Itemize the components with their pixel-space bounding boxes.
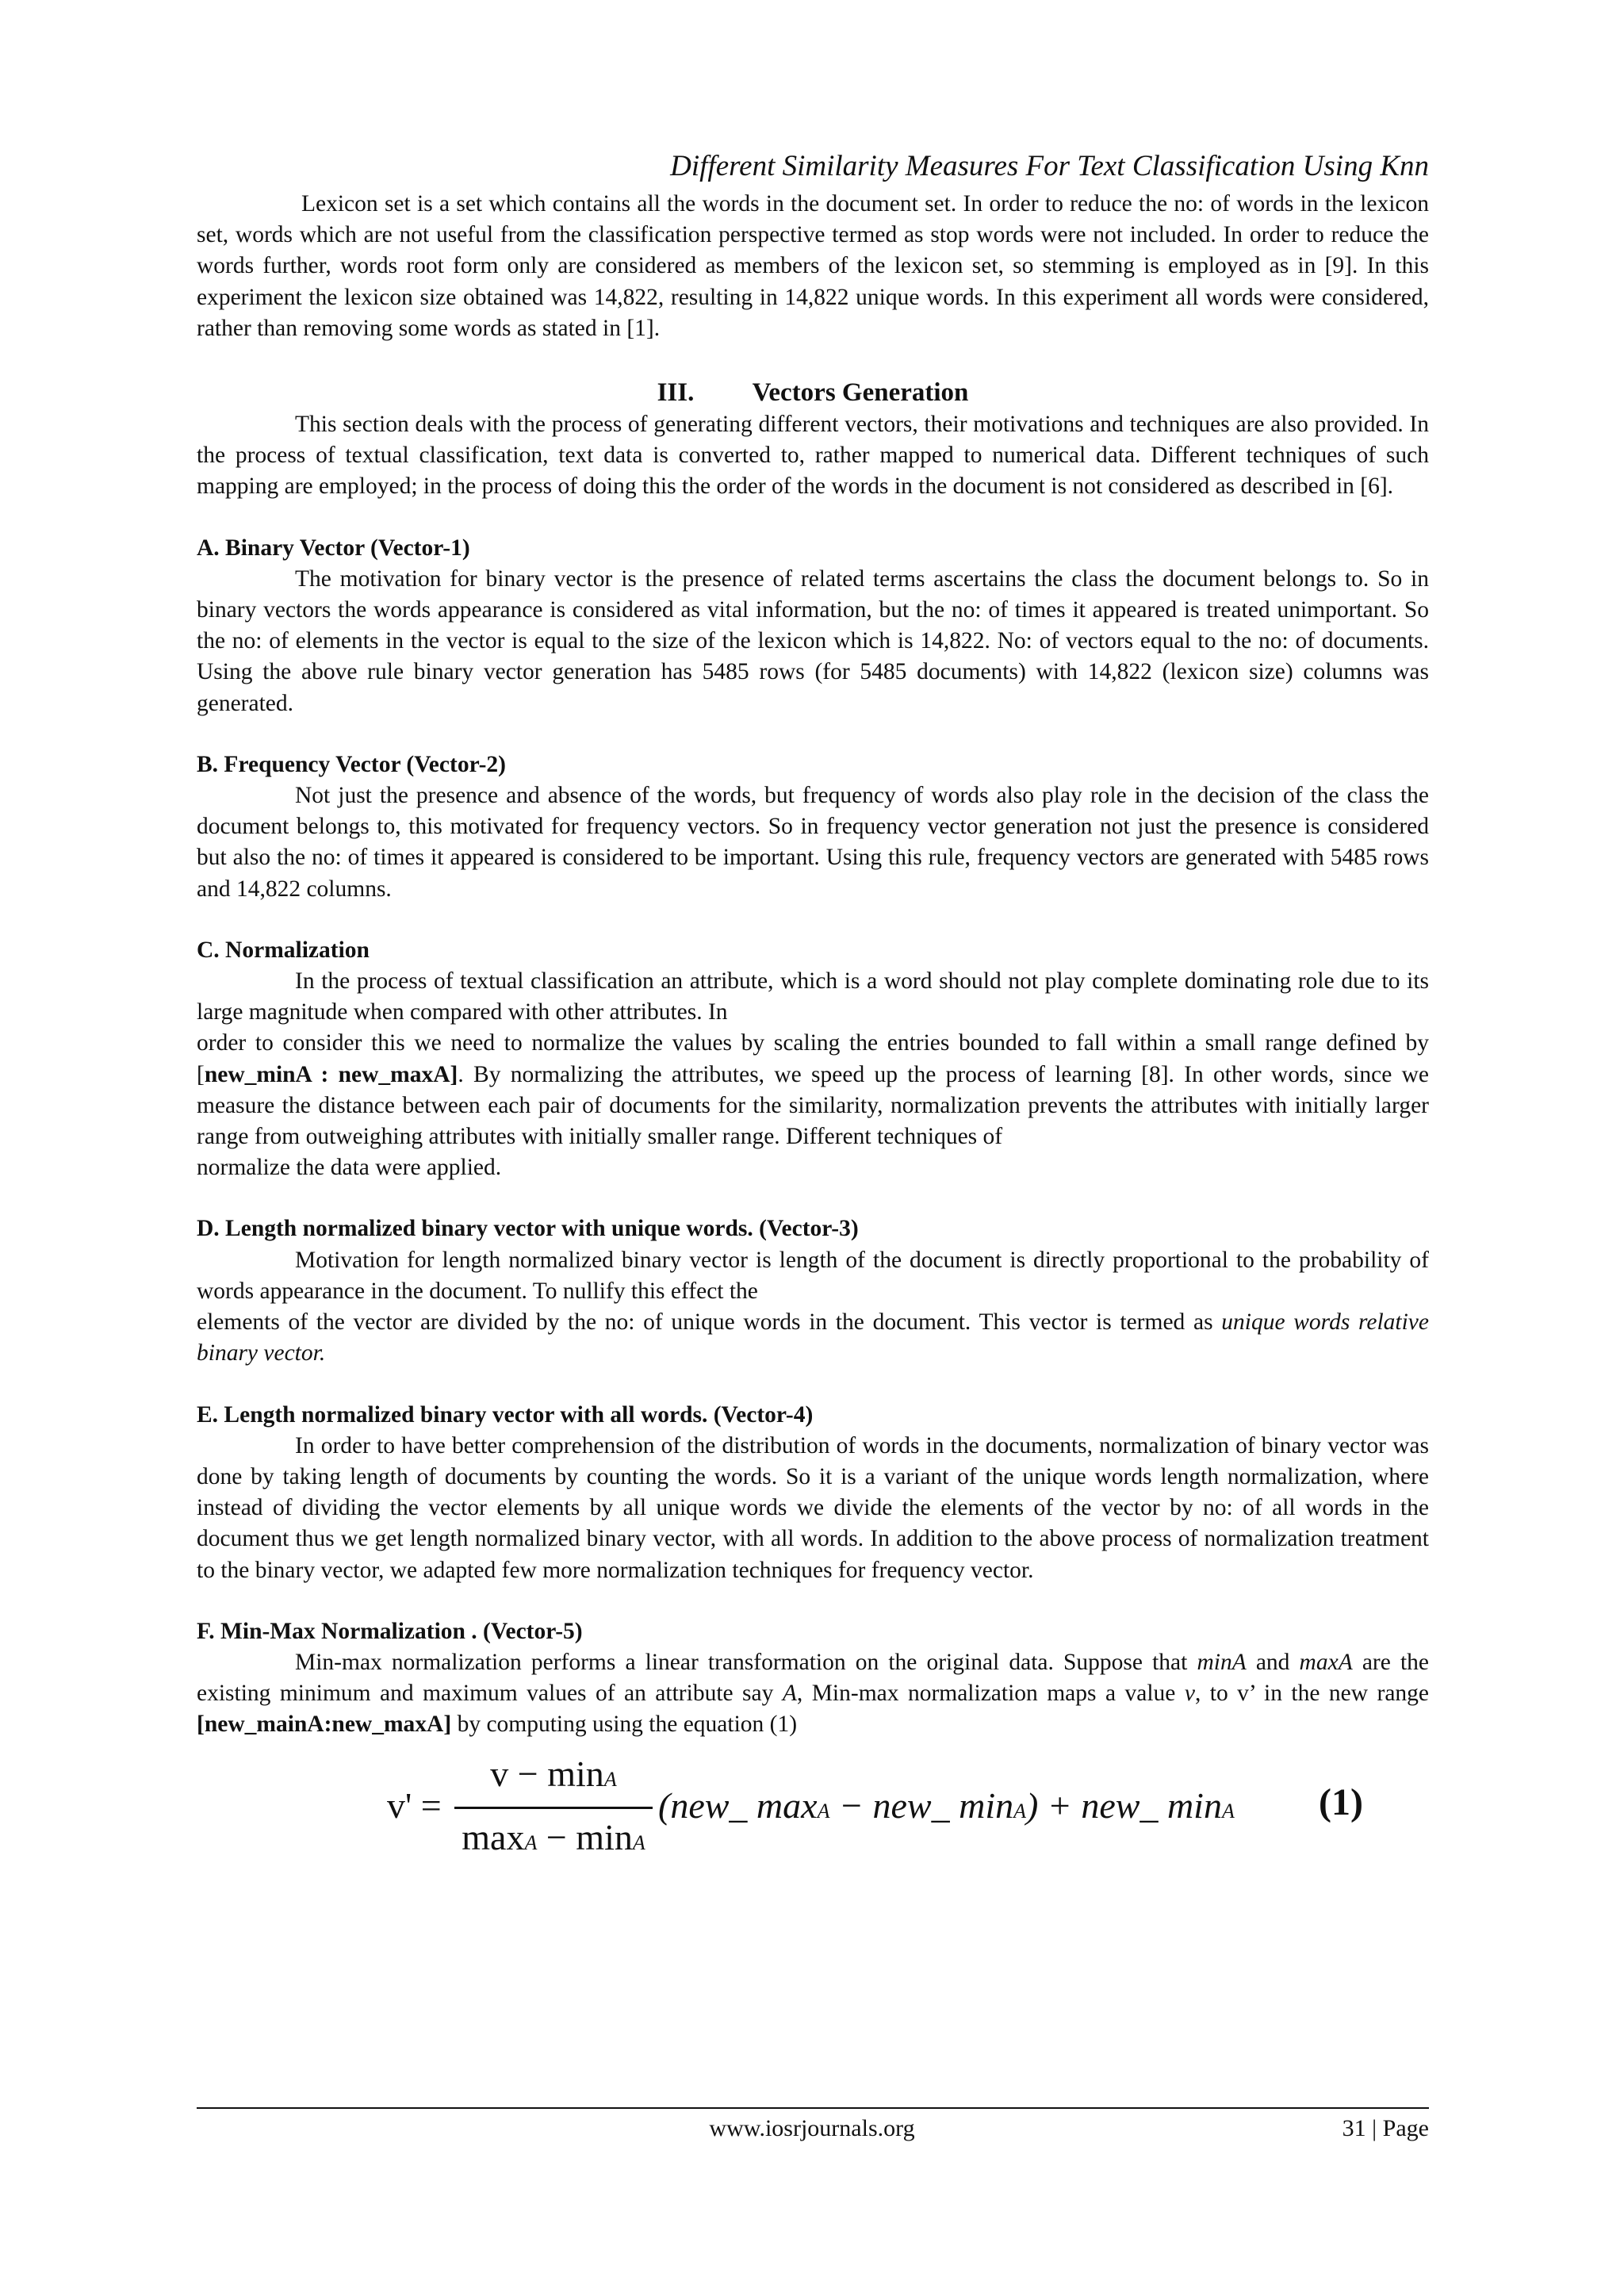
- footer-divider: [197, 2107, 1429, 2109]
- subsection-b-paragraph: Not just the presence and absence of the words, but frequency of words also play role in the decision of the class the document belongs to, this motivated for frequency vectors. So in frequency vector generation not just the presence is considered but also the no: of times it appeared is considered to be important. Using this rule, frequency vectors are generated with 5485 rows and 14,822 columns.: [197, 783, 1429, 902]
- text-run: order to consider this we need to normalize the values by scaling the entries bounded to fall within a small range defined by [: [197, 1030, 1429, 1087]
- text-run: , Min-max normalization maps a value: [796, 1681, 1185, 1707]
- text-run: − new_ min: [829, 1784, 1014, 1826]
- footer-page-number: 31 | Page: [1342, 2115, 1429, 2141]
- spacer: [197, 1586, 1429, 1616]
- italic-term: maxA: [1299, 1649, 1353, 1675]
- text-run: elements of the vector are divided by the no: of unique words in the document. This vector is termed as: [197, 1309, 1222, 1336]
- text-run: v − min: [490, 1753, 604, 1794]
- subscript: A: [603, 1767, 617, 1791]
- section-number: III.: [657, 378, 695, 408]
- subscript: A: [1221, 1799, 1235, 1823]
- subsection-d-paragraph-2: [197, 1307, 1429, 1369]
- subsection-f-heading: F. Min-Max Normalization . (Vector-5): [197, 1618, 583, 1644]
- intro-paragraph: Lexicon set is a set which contains all the words in the document set. In order to reduce the no: of words in the lexicon set, words which are not useful from the classification perspective termed as stop words were not included. In order to reduce the words further, words root form only are considered as members of the lexicon set, so stemming is employed as in [9]. In this experiment the lexicon size obtained was 14,822, resulting in 14,822 unique words. In this experiment all words were considered, rather than removing some words as stated in [1].: [197, 191, 1429, 341]
- text-run: max: [462, 1816, 525, 1857]
- text-run: Min-max normalization performs a linear transformation on the original data. Suppose that: [295, 1649, 1197, 1675]
- subsection-c-heading: C. Normalization: [197, 937, 370, 963]
- section-heading: [197, 374, 1429, 409]
- spacer: [197, 1183, 1429, 1213]
- italic-term: unique words relative binary vector.: [197, 1309, 1429, 1366]
- spacer: [197, 344, 1429, 374]
- minmax-equation: [197, 1752, 1429, 1871]
- spacer: [197, 905, 1429, 935]
- section-paragraph: This section deals with the process of generating different vectors, their motivations and techniques are also provided. In the process of textual classification, text data is converted to, rather mapped to numerical data. Different techniques of such mapping are employed; in the process of doing this the order of the words in the document is not considered as described in [6].: [197, 412, 1429, 500]
- subsection-c-paragraph-2: [197, 1028, 1429, 1152]
- fraction-bar: [454, 1807, 653, 1809]
- subsection-a-heading: A. Binary Vector (Vector-1): [197, 535, 470, 561]
- text-run: and: [1246, 1649, 1300, 1675]
- equation-denominator: [454, 1815, 653, 1865]
- spacer: [197, 1370, 1429, 1400]
- subscript: A: [524, 1830, 538, 1854]
- subsection-d-heading: D. Length normalized binary vector with unique words. (Vector-3): [197, 1216, 859, 1242]
- text-run: , to v’ in the new range: [1194, 1681, 1430, 1707]
- range-term: [new_mainA:new_maxA]: [197, 1711, 452, 1738]
- subsection-a-paragraph: The motivation for binary vector is the presence of related terms ascertains the class the document belongs to. So in binary vectors the words appearance is considered as vital information, but the no: of times it appeared is treated unimportant. So the no: of elements in the vector is equal to the size of the lexicon which is 14,822. No: of vectors equal to the no: of documents. Using the above rule binary vector generation has 5485 rows (for 5485 documents) with 14,822 (lexicon size) columns was generated.: [197, 565, 1429, 716]
- subsection-f-paragraph: [197, 1647, 1429, 1741]
- subsection-d-paragraph-1: Motivation for length normalized binary vector is length of the document is directly proportional to the probability of words appearance in the document. To nullify this effect the: [197, 1247, 1429, 1304]
- subsection-e-paragraph: In order to have better comprehension of the distribution of words in the documents, normalization of binary vector was done by taking length of documents by counting the words. So it is a variant of the unique words length normalization, where instead of dividing the vector elements by all unique words we divide the elements of the vector by no: of all words in the document thus we get length normalized binary vector, with all words. In addition to the above process of normalization treatment to the binary vector, we adapted few more normalization techniques for frequency vector.: [197, 1432, 1429, 1583]
- text-run: . By normalizing the attributes, we speed up the process of learning [8]. In other words, since we measure the distance between each pair of documents for the similarity, normalization prevents the attributes with initially larger range from outweighing attributes with initially smaller range. Different techniques of: [197, 1061, 1429, 1150]
- subsection-c-paragraph-3: normalize the data were applied.: [197, 1155, 502, 1181]
- subsection-c-paragraph-1: In the process of textual classification an attribute, which is a word should not play complete dominating role due to its large magnitude when compared with other attributes. In: [197, 968, 1429, 1025]
- subsection-b-heading: B. Frequency Vector (Vector-2): [197, 751, 506, 777]
- equation-fraction: [454, 1752, 653, 1865]
- subscript: A: [1013, 1799, 1026, 1823]
- italic-term: A: [782, 1681, 797, 1707]
- equation-lhs: v' =: [387, 1784, 442, 1826]
- page-body: [197, 189, 1429, 1871]
- spacer: [197, 719, 1429, 749]
- italic-term: v: [1184, 1681, 1195, 1707]
- equation-numerator: [454, 1752, 653, 1802]
- subsection-e-heading: E. Length normalized binary vector with all words. (Vector-4): [197, 1401, 814, 1428]
- section-title: Vectors Generation: [752, 378, 969, 408]
- text-run: ) + new_ min: [1025, 1784, 1222, 1826]
- italic-term: minA: [1197, 1649, 1247, 1675]
- equation-number: (1): [1319, 1780, 1363, 1823]
- footer-website: www.iosrjournals.org: [709, 2115, 915, 2141]
- spacer: [197, 503, 1429, 533]
- text-run: (new_ max: [658, 1784, 818, 1826]
- equation-rhs: [658, 1784, 1235, 1826]
- subscript: A: [817, 1799, 830, 1823]
- range-term: new_minA : new_maxA]: [204, 1061, 458, 1087]
- text-run: are the existing minimum and maximum values of an attribute say: [197, 1649, 1429, 1707]
- running-title: Different Similarity Measures For Text Classification Using Knn: [670, 150, 1429, 182]
- subscript: A: [632, 1830, 645, 1854]
- text-run: by computing using the equation (1): [451, 1711, 798, 1738]
- text-run: − min: [537, 1816, 633, 1857]
